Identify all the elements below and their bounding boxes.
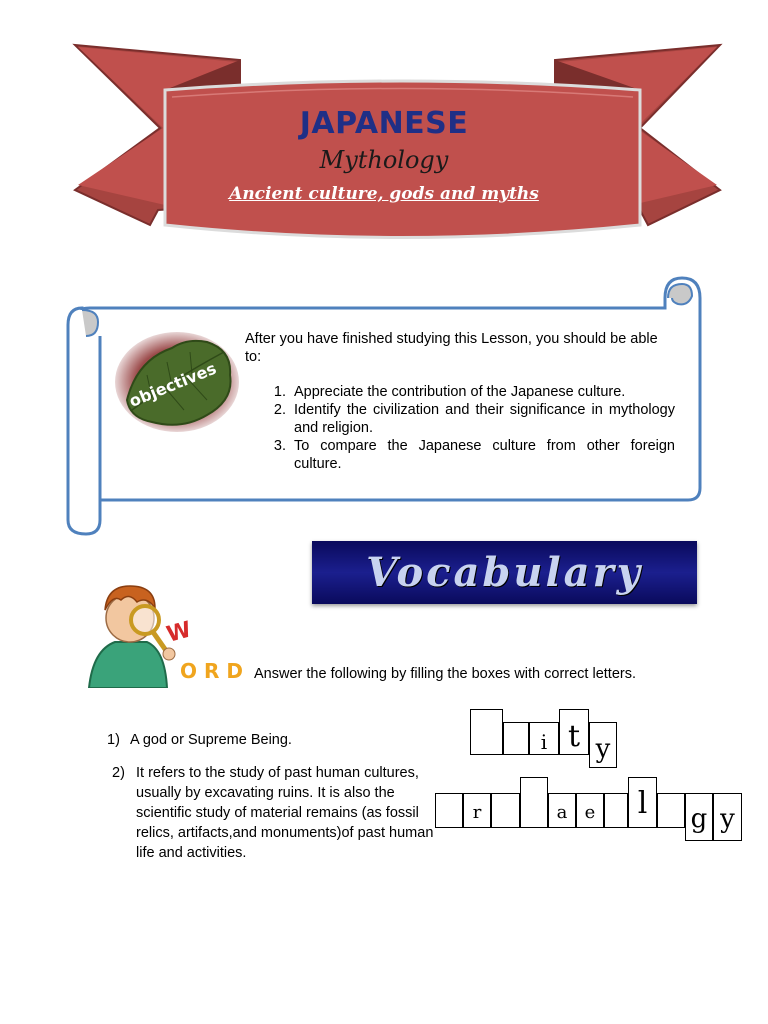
puzzle2-box[interactable]: a — [548, 793, 576, 828]
puzzle1-box[interactable]: i — [529, 722, 559, 755]
objectives-badge-label: objectives — [126, 358, 219, 411]
puzzle2-box[interactable]: r — [463, 793, 491, 828]
question-number: 2) — [112, 765, 125, 781]
puzzle2-box[interactable] — [435, 793, 463, 828]
puzzle1-box[interactable]: y — [589, 722, 617, 768]
puzzle2-box[interactable]: e — [576, 793, 604, 828]
kid-sign-word: O R D — [180, 659, 243, 683]
puzzle2-box[interactable] — [520, 777, 548, 828]
puzzle1-box[interactable] — [470, 709, 503, 755]
kid-sign-letter: W — [164, 617, 195, 648]
puzzle2-box[interactable] — [604, 793, 628, 828]
vocabulary-banner-text: Vocabulary — [366, 549, 643, 596]
question-number: 1) — [107, 732, 120, 748]
question-text: A god or Supreme Being. — [129, 732, 292, 748]
banner-tagline: Ancient culture, gods and myths — [229, 184, 539, 204]
banner-subtitle: Mythology — [319, 146, 449, 174]
objectives-list — [245, 383, 675, 473]
puzzle1-box[interactable] — [503, 722, 529, 755]
kid-magnifier-illustration — [85, 580, 245, 688]
objective-item: 1. Appreciate the contribution of the Japanese culture. — [290, 383, 675, 401]
question-text: It refers to the study of past human cultures, usually by excavating ruins. It is also the scientific study of material remains (as fossil relics, artifacts,and monuments)of past human life and activities. — [136, 765, 434, 861]
objective-item: 3. To compare the Japanese culture from other foreign culture. — [290, 437, 675, 473]
objectives-text — [245, 330, 675, 473]
banner-title: JAPANESE — [299, 106, 469, 141]
puzzle1-box[interactable]: t — [559, 709, 589, 755]
puzzle2-box[interactable]: l — [628, 777, 657, 828]
puzzle2-box[interactable]: y — [713, 793, 742, 841]
vocabulary-instruction: Answer the following by filling the boxes with correct letters. — [254, 666, 637, 682]
objectives-leaf-badge — [112, 330, 242, 435]
question-1 — [107, 730, 292, 750]
objectives-intro: After you have finished studying this Lesson, you should be able to: — [245, 331, 658, 365]
puzzle2-box[interactable] — [491, 793, 520, 828]
puzzle2-box[interactable]: g — [685, 793, 713, 841]
vocabulary-banner — [312, 541, 697, 604]
puzzle2-box[interactable] — [657, 793, 685, 828]
objective-item: 2. Identify the civilization and their significance in mythology and religion. — [290, 401, 675, 437]
